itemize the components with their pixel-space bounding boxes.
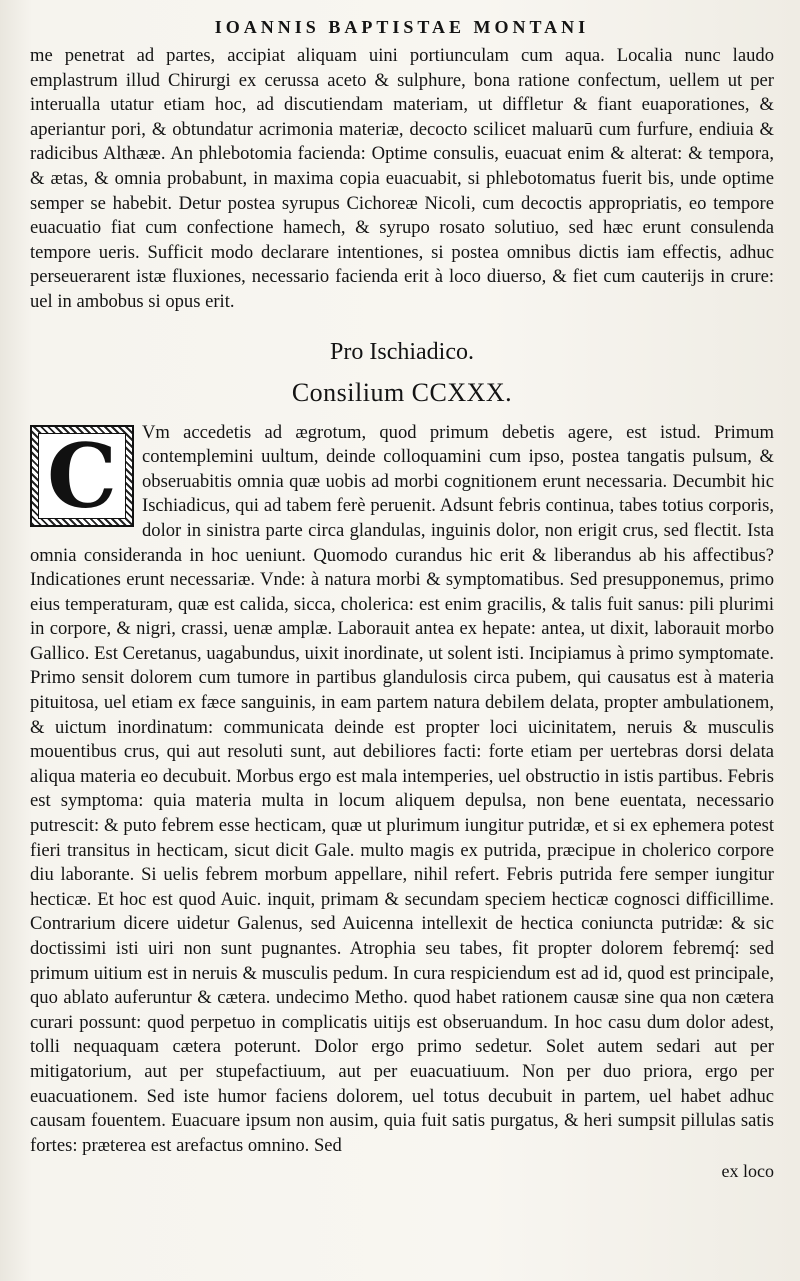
running-head: IOANNIS BAPTISTAE MONTANI [214,17,590,37]
initial-frame [38,423,126,528]
text-block [30,44,774,1158]
catchword: ex loco [721,1161,774,1182]
consilium-heading: Consilium CCXXX. [291,377,513,407]
section-heading: Pro Ischiadico. [330,338,474,365]
paragraph-1: me penetrat ad partes, accipiat aliquam uini portiunculam cum aqua. Localia nunc laudo emplastrum illud Chirurgi ex cerussa aceto & sulphure, bona ratione confectum, uellem ut per interualla utatur etiam hoc, ad discutiendam materiam, ut diffletur & fiant euaporationes, & aperiantur pori, & obtundatur acrimonia materiæ, decocto scilicet maluarū cum furfure, endiuia & radicibus Althææ. An phlebotomia facienda: Optime consulis, euacuat enim & alterat: & tempora, & ætas, & omnia probabunt, in maxima copia euacuabit, si phlebotomatus fuerit bis, unde optime semper se habebit. Detur postea syrupus Cichoreæ Nicoli, cum decoctis appropriatis, eo tempore euacuatio fiat cum confectione hamech, & syrupo rosato solutiuo, sed hæc erunt consulenda tempore ueris. Sufficit modo declarare intentiones, si postea omnibus dictis iam effectis, adhuc perseuerarent istæ fluxiones, necessario facienda erit à loco diuerso, & fiet cum cauterijs in crure: uel in ambobus si opus erit. [30,45,774,312]
paragraph-2: Vm accedetis ad ægrotum, quod primum debetis agere, est istud. Primum contemplemini uultum, deinde colloquamini cum ipso, postea tangatis pulsum, & obseruabitis omnia quæ uobis ad morbi cognitionem erunt necessaria. Decumbit hic Ischiadicus, qui ad tabem ferè peruenit. Adsunt febris continua, tabes totius corporis, dolor in sinistra parte circa glandulas, inguinis dolor, non erigit crus, sed flectit. Ista omnia consideranda in hoc ueniunt. Quomodo curandus hic erit & liberandus ab his affectibus? Indicationes erunt necessariæ. Vnde: à natura morbi & symptomatibus. Sed presupponemus, primo eius temperaturam, quæ est calida, sicca, cholerica: est enim gracilis, & talis fuit sanus: pili plurimi in corpore, & nigri, crassi, uenæ amplæ. Laborauit antea ex hepate: antea, ut dixit, laborauit morbo Gallico. Est Ceretanus, uagabundus, uixit inordinate, ut solent isti. Incipiamus à primo symptomate. Primo sensit dolorem cum tumore in partibus glandulosis circa pubem, qui causatus est à materia pituitosa, uel etiam ex fæce sanguinis, in eam partem natura debilem delata, propter ambulationem, & uictum inordinatum: communicata deinde est propter loci uicinitatem, neruis & musculis mouentibus crus, qui aut resoluti sunt, aut debiliores facti: forte etiam per uertebras dorsi delata aliqua materia eo decubuit. Morbus ergo est mala intemperies, uel obstructio in istis partibus. Febris est symptoma: quia materia multa in locum aliquem depulsa, non bene euentata, necessario putrescit: & puto febrem esse hecticam, quæ ut plurimum iungitur putridæ, et si ex ephemera potest fieri transitus in hecticam, sicut dicit Gale. multo magis ex putrida, præcipue in cholerico corpore diu laborante. Si uelis febrem morbum appellare, nihil refert. Febris putrida fere semper iungitur hecticæ. Et hoc est quod Auic. inquit, primam & secundam speciem hecticæ cognosci difficillime. Contrarium dicere uidetur Galenus, sed Auicenna intellexit de hectica coniuncta putridæ: & sic doctissimi isti uiri non sunt pugnantes. Atrophia seu tabes, fit propter dolorem febremq́: sed primum uitium est in neruis & musculis pedum. In cura respiciendum est ad id, quod est principale, quo ablato auferuntur & cætera. undecimo Metho. quod habet rationem causæ sine qua non cætera curari possunt: quod perpetuo in complicatis uitijs est obseruandum. In hoc casu dum dolor adest, tolli nequaquam cætera poterunt. Dolor ergo primo sedetur. Solet autem sedari aut per mitigatorium, aut per stupefactiuum, aut per euacuatiuum. Non per duo priora, ergo per euacuationem. Sed iste humor faciens dolorem, uel totus decubuit in partem, uel habet adhuc causam fouentem. Euacuare ipsum non ausim, quia fuit satis purgatus, & heri sumpsit pillulas satis fortes: præterea est arefactus omnino. Sed [30,421,774,1156]
initial-letter: C [46,423,118,528]
decorated-initial [30,425,134,527]
